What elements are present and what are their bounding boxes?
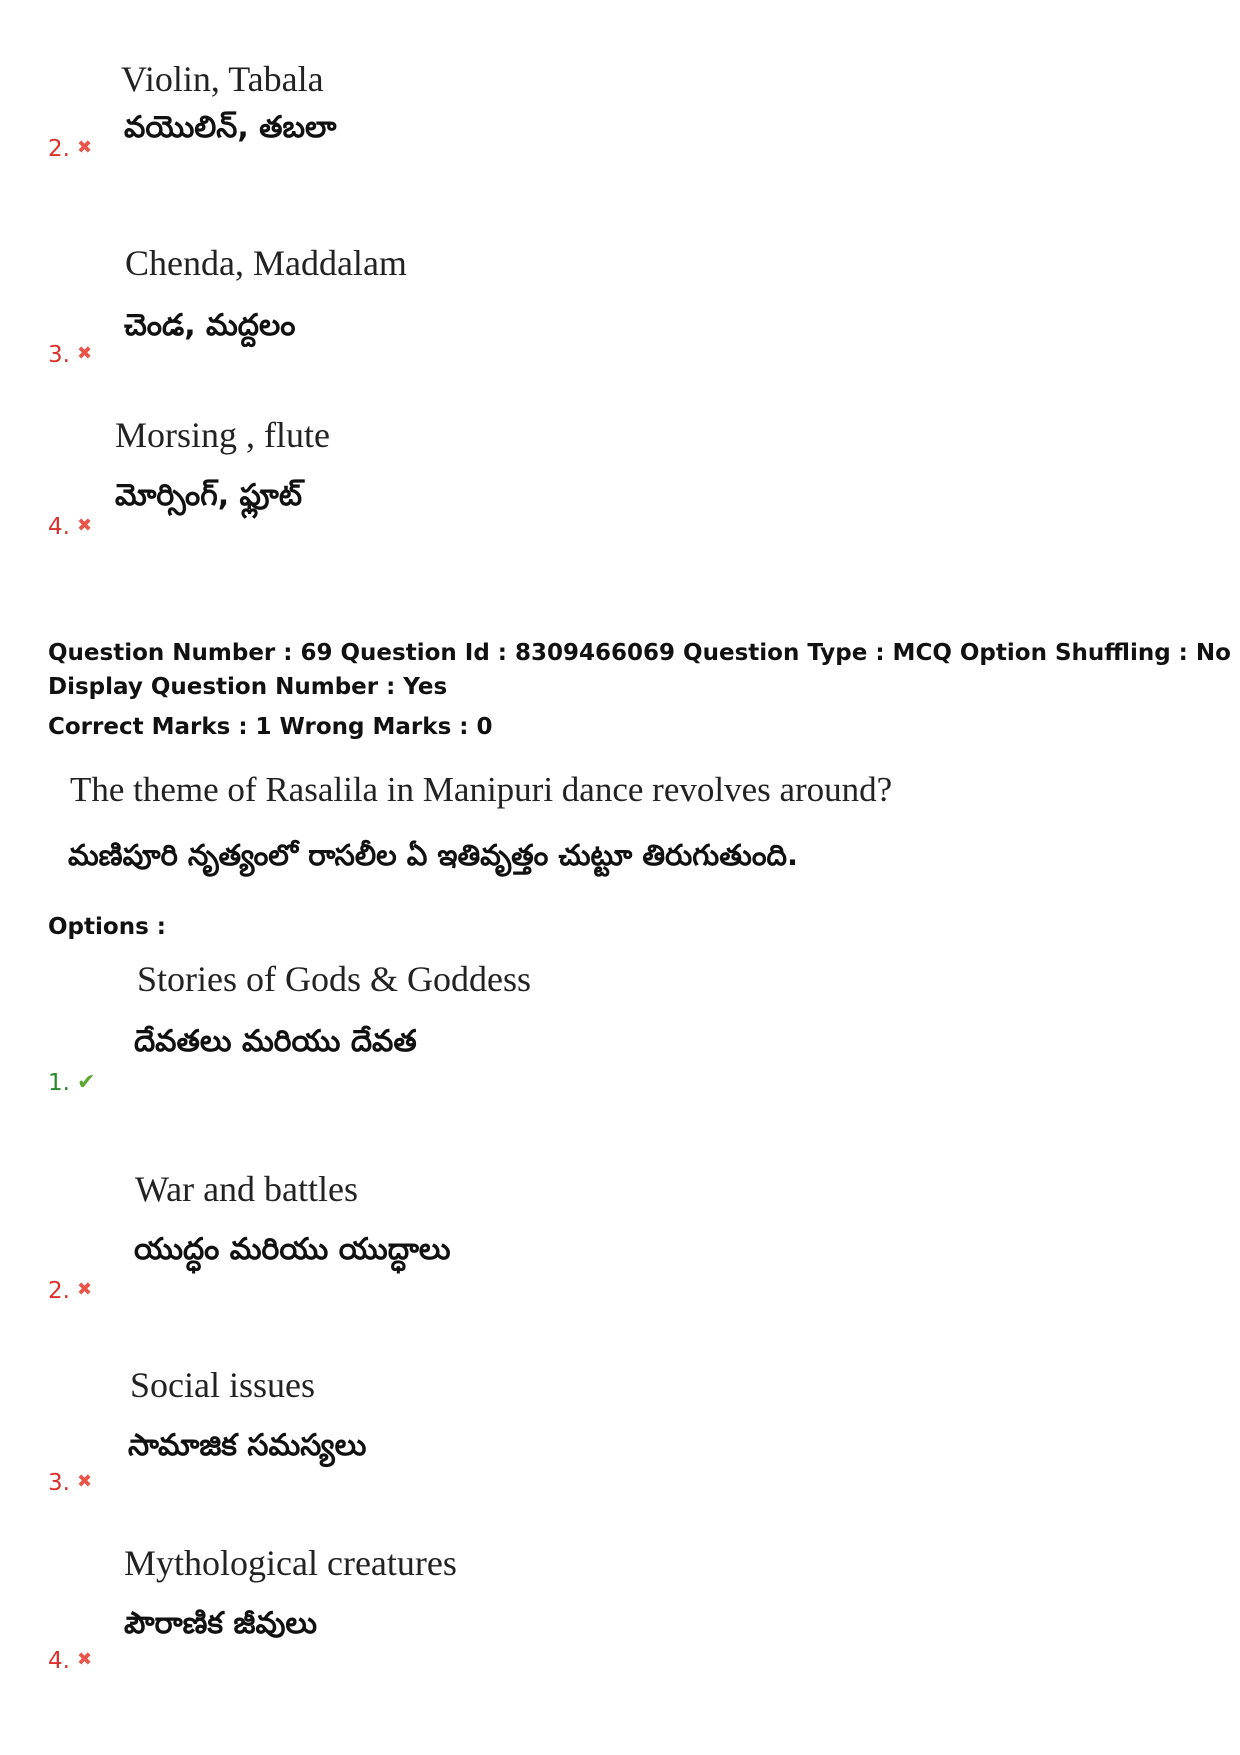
option-telugu-text: యుద్ధం మరియు యుద్ధాలు: [134, 1232, 451, 1267]
option-telugu-text: సామాజిక సమస్యలు: [128, 1428, 367, 1463]
option-english-text: Chenda, Maddalam: [125, 243, 407, 283]
option-english-text: Violin, Tabala: [121, 59, 324, 99]
options-label: Options :: [48, 914, 166, 940]
option-number: 4. ✖: [48, 514, 93, 540]
option-english-text: Stories of Gods & Goddess: [137, 959, 531, 999]
wrong-mark-icon: ✖: [76, 137, 93, 158]
option-number: 3. ✖: [48, 1470, 93, 1496]
correct-check-icon: ✔: [76, 1070, 96, 1095]
question-text-english: The theme of Rasalila in Manipuri dance revolves around?: [70, 770, 893, 809]
option-number: 2. ✖: [48, 136, 93, 162]
option-number: 2. ✖: [48, 1278, 93, 1304]
wrong-mark-icon: ✖: [76, 515, 93, 536]
option-telugu-text: వయొలిన్, తబలా: [124, 110, 337, 145]
option-telugu-text: మోర్సింగ్, ఫ్లూట్: [115, 478, 302, 513]
option-telugu-text: చెండ, మద్దలం: [124, 308, 296, 343]
wrong-mark-icon: ✖: [76, 1649, 93, 1670]
option-english-text: Mythological creatures: [124, 1543, 457, 1583]
option-number: 3. ✖: [48, 342, 93, 368]
option-english-text: Social issues: [130, 1365, 315, 1405]
option-english-text: War and battles: [135, 1169, 359, 1209]
wrong-mark-icon: ✖: [76, 1279, 93, 1300]
option-number: 1. ✔: [48, 1070, 96, 1096]
question-meta-line-3: Correct Marks : 1 Wrong Marks : 0: [48, 714, 493, 740]
wrong-mark-icon: ✖: [76, 1471, 93, 1492]
wrong-mark-icon: ✖: [76, 343, 93, 364]
question-text-telugu: మణిపూరి నృత్యంలో రాసలీల ఏ ఇతివృత్తం చుట్టూ తిరుగుతుంది.: [68, 838, 799, 872]
option-telugu-text: పౌరాణిక జీవులు: [124, 1606, 318, 1641]
question-meta-line-1: Question Number : 69 Question Id : 8309466069 Question Type : MCQ Option Shuffling : No: [48, 640, 1231, 666]
question-meta-line-2: Display Question Number : Yes: [48, 674, 448, 700]
option-number: 4. ✖: [48, 1648, 93, 1674]
option-english-text: Morsing , flute: [115, 415, 330, 455]
option-telugu-text: దేవతలు మరియు దేవత: [134, 1024, 417, 1059]
